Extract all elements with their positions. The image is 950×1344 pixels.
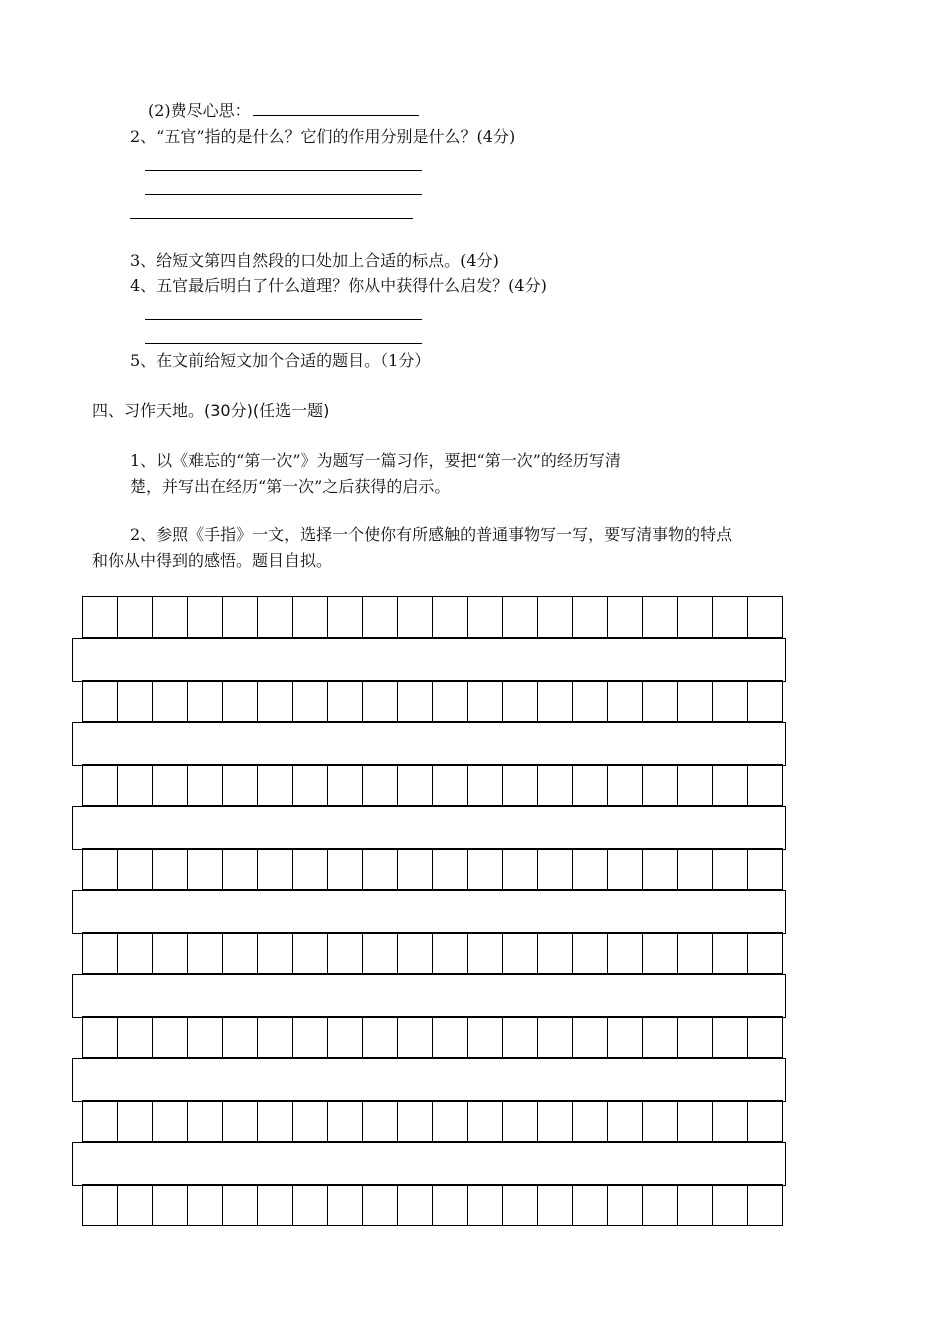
answer-blank[interactable]	[253, 101, 419, 116]
grid-cell[interactable]	[223, 933, 258, 973]
grid-cell[interactable]	[223, 765, 258, 805]
grid-cell[interactable]	[258, 1185, 293, 1225]
grid-cell[interactable]	[363, 765, 398, 805]
grid-cell[interactable]	[713, 1017, 748, 1057]
grid-cell[interactable]	[398, 765, 433, 805]
grid-cell[interactable]	[608, 849, 643, 889]
grid-cell[interactable]	[293, 597, 328, 637]
grid-cell[interactable]	[503, 1185, 538, 1225]
grid-cell[interactable]	[643, 1185, 678, 1225]
grid-cell[interactable]	[328, 849, 363, 889]
grid-cell[interactable]	[538, 1017, 573, 1057]
question-1-sub-2-label: (2)费尽心思：	[148, 101, 251, 120]
grid-cell[interactable]	[748, 849, 783, 889]
answer-blank-q2-3[interactable]	[130, 218, 413, 219]
grid-cell[interactable]	[643, 765, 678, 805]
grid-cell[interactable]	[678, 765, 713, 805]
grid-cell[interactable]	[118, 1017, 153, 1057]
grid-cell[interactable]	[538, 849, 573, 889]
grid-row	[82, 848, 783, 890]
grid-cell[interactable]	[573, 1017, 608, 1057]
answer-blank-q2-1[interactable]	[145, 170, 422, 171]
grid-cell[interactable]	[363, 1101, 398, 1141]
grid-cell[interactable]	[363, 933, 398, 973]
grid-cell[interactable]	[433, 933, 468, 973]
grid-cell[interactable]	[608, 1185, 643, 1225]
grid-cell[interactable]	[293, 849, 328, 889]
grid-cell[interactable]	[83, 849, 118, 889]
grid-cell[interactable]	[713, 597, 748, 637]
grid-cell[interactable]	[258, 849, 293, 889]
grid-cell[interactable]	[258, 597, 293, 637]
grid-cell[interactable]	[223, 1185, 258, 1225]
grid-cell[interactable]	[398, 933, 433, 973]
grid-cell[interactable]	[188, 597, 223, 637]
answer-blank-q4-1[interactable]	[145, 319, 422, 320]
grid-cell[interactable]	[713, 1101, 748, 1141]
grid-cell[interactable]	[83, 681, 118, 721]
grid-cell[interactable]	[398, 1017, 433, 1057]
grid-cell[interactable]	[118, 1185, 153, 1225]
grid-cell[interactable]	[293, 765, 328, 805]
grid-cell[interactable]	[468, 681, 503, 721]
grid-cell[interactable]	[713, 681, 748, 721]
grid-cell[interactable]	[678, 1101, 713, 1141]
grid-cell[interactable]	[153, 1101, 188, 1141]
grid-cell[interactable]	[468, 765, 503, 805]
grid-cell[interactable]	[293, 1185, 328, 1225]
grid-cell[interactable]	[118, 681, 153, 721]
grid-spacer-band	[72, 1058, 786, 1102]
grid-cell[interactable]	[678, 681, 713, 721]
answer-blank-q4-2[interactable]	[145, 343, 422, 344]
grid-cell[interactable]	[468, 849, 503, 889]
grid-cell[interactable]	[153, 765, 188, 805]
grid-cell[interactable]	[538, 681, 573, 721]
grid-cell[interactable]	[538, 1101, 573, 1141]
grid-cell[interactable]	[258, 681, 293, 721]
grid-cell[interactable]	[398, 849, 433, 889]
grid-cell[interactable]	[188, 1101, 223, 1141]
grid-cell[interactable]	[433, 849, 468, 889]
grid-cell[interactable]	[363, 1017, 398, 1057]
grid-cell[interactable]	[573, 1101, 608, 1141]
grid-cell[interactable]	[153, 597, 188, 637]
grid-row	[82, 1100, 783, 1142]
grid-cell[interactable]	[188, 1185, 223, 1225]
grid-cell[interactable]	[608, 933, 643, 973]
grid-cell[interactable]	[468, 597, 503, 637]
grid-cell[interactable]	[398, 1101, 433, 1141]
grid-cell[interactable]	[713, 1185, 748, 1225]
grid-cell[interactable]	[153, 933, 188, 973]
grid-row	[82, 764, 783, 806]
grid-cell[interactable]	[328, 1017, 363, 1057]
grid-cell[interactable]	[748, 933, 783, 973]
grid-cell[interactable]	[188, 933, 223, 973]
grid-cell[interactable]	[363, 597, 398, 637]
question-5: 5、在文前给短文加个合适的题目。（1分）	[130, 351, 431, 370]
grid-cell[interactable]	[293, 681, 328, 721]
grid-cell[interactable]	[503, 1017, 538, 1057]
grid-cell[interactable]	[293, 1101, 328, 1141]
grid-cell[interactable]	[678, 597, 713, 637]
grid-cell[interactable]	[433, 597, 468, 637]
grid-cell[interactable]	[573, 1185, 608, 1225]
grid-cell[interactable]	[188, 765, 223, 805]
grid-cell[interactable]	[713, 765, 748, 805]
grid-cell[interactable]	[608, 681, 643, 721]
grid-cell[interactable]	[468, 1101, 503, 1141]
grid-cell[interactable]	[538, 597, 573, 637]
prompt-2-line-1: 2、参照《手指》一文，选择一个使你有所感触的普通事物写一写，要写清事物的特点	[130, 525, 733, 544]
grid-cell[interactable]	[83, 597, 118, 637]
grid-cell[interactable]	[748, 1185, 783, 1225]
grid-cell[interactable]	[643, 933, 678, 973]
grid-spacer-band	[72, 1142, 786, 1186]
grid-cell[interactable]	[503, 1101, 538, 1141]
question-1-sub-2	[148, 100, 419, 122]
grid-row	[82, 596, 783, 638]
question-3: 3、给短文第四自然段的口处加上合适的标点。(4分)	[130, 251, 499, 270]
grid-cell[interactable]	[153, 1017, 188, 1057]
grid-cell[interactable]	[118, 597, 153, 637]
grid-spacer-band	[72, 890, 786, 934]
grid-cell[interactable]	[678, 1185, 713, 1225]
grid-cell[interactable]	[643, 1101, 678, 1141]
grid-cell[interactable]	[468, 1185, 503, 1225]
grid-cell[interactable]	[713, 933, 748, 973]
grid-cell[interactable]	[118, 1101, 153, 1141]
grid-spacer-band	[72, 638, 786, 682]
grid-cell[interactable]	[118, 765, 153, 805]
grid-cell[interactable]	[748, 597, 783, 637]
grid-cell[interactable]	[468, 933, 503, 973]
grid-cell[interactable]	[433, 681, 468, 721]
grid-cell[interactable]	[433, 765, 468, 805]
grid-spacer-band	[72, 722, 786, 766]
grid-cell[interactable]	[83, 1017, 118, 1057]
grid-cell[interactable]	[503, 681, 538, 721]
grid-cell[interactable]	[573, 849, 608, 889]
grid-cell[interactable]	[258, 1101, 293, 1141]
answer-blank-q2-2[interactable]	[145, 194, 422, 195]
grid-cell[interactable]	[258, 1017, 293, 1057]
grid-cell[interactable]	[608, 1017, 643, 1057]
grid-cell[interactable]	[468, 1017, 503, 1057]
grid-cell[interactable]	[608, 1101, 643, 1141]
grid-cell[interactable]	[433, 1017, 468, 1057]
grid-cell[interactable]	[258, 933, 293, 973]
grid-row	[82, 1184, 783, 1226]
grid-cell[interactable]	[748, 765, 783, 805]
grid-row	[82, 1016, 783, 1058]
grid-cell[interactable]	[328, 597, 363, 637]
grid-cell[interactable]	[293, 1017, 328, 1057]
grid-cell[interactable]	[573, 933, 608, 973]
grid-cell[interactable]	[188, 681, 223, 721]
question-2: 2、“五官”指的是什么？它们的作用分别是什么？(4分)	[130, 127, 516, 146]
grid-cell[interactable]	[538, 933, 573, 973]
grid-cell[interactable]	[223, 597, 258, 637]
grid-cell[interactable]	[643, 597, 678, 637]
grid-cell[interactable]	[293, 933, 328, 973]
grid-cell[interactable]	[398, 681, 433, 721]
grid-cell[interactable]	[573, 681, 608, 721]
grid-cell[interactable]	[643, 849, 678, 889]
grid-cell[interactable]	[748, 1101, 783, 1141]
grid-cell[interactable]	[188, 849, 223, 889]
grid-cell[interactable]	[643, 681, 678, 721]
grid-cell[interactable]	[398, 597, 433, 637]
grid-row	[82, 680, 783, 722]
grid-cell[interactable]	[83, 1185, 118, 1225]
grid-cell[interactable]	[363, 681, 398, 721]
grid-row	[82, 932, 783, 974]
grid-cell[interactable]	[83, 1101, 118, 1141]
grid-cell[interactable]	[748, 1017, 783, 1057]
grid-cell[interactable]	[608, 597, 643, 637]
grid-cell[interactable]	[503, 849, 538, 889]
grid-cell[interactable]	[503, 765, 538, 805]
grid-cell[interactable]	[713, 849, 748, 889]
grid-cell[interactable]	[258, 765, 293, 805]
grid-cell[interactable]	[503, 597, 538, 637]
grid-cell[interactable]	[433, 1101, 468, 1141]
grid-cell[interactable]	[573, 765, 608, 805]
grid-cell[interactable]	[433, 1185, 468, 1225]
prompt-2-line-2: 和你从中得到的感悟。题目自拟。	[92, 551, 333, 570]
grid-cell[interactable]	[223, 1017, 258, 1057]
grid-cell[interactable]	[503, 933, 538, 973]
prompt-1-line-2: 楚，并写出在经历“第一次”之后获得的启示。	[130, 477, 451, 496]
grid-cell[interactable]	[678, 1017, 713, 1057]
grid-cell[interactable]	[678, 933, 713, 973]
grid-cell[interactable]	[363, 849, 398, 889]
grid-cell[interactable]	[83, 765, 118, 805]
grid-cell[interactable]	[398, 1185, 433, 1225]
grid-cell[interactable]	[328, 681, 363, 721]
grid-spacer-band	[72, 806, 786, 850]
grid-cell[interactable]	[748, 681, 783, 721]
grid-cell[interactable]	[83, 933, 118, 973]
grid-cell[interactable]	[538, 765, 573, 805]
grid-cell[interactable]	[153, 1185, 188, 1225]
grid-cell[interactable]	[328, 933, 363, 973]
grid-cell[interactable]	[153, 849, 188, 889]
grid-cell[interactable]	[223, 849, 258, 889]
grid-cell[interactable]	[538, 1185, 573, 1225]
grid-cell[interactable]	[608, 765, 643, 805]
question-4: 4、五官最后明白了什么道理？你从中获得什么启发？(4分)	[130, 276, 547, 295]
grid-cell[interactable]	[678, 849, 713, 889]
grid-cell[interactable]	[223, 1101, 258, 1141]
grid-cell[interactable]	[118, 933, 153, 973]
grid-spacer-band	[72, 974, 786, 1018]
grid-cell[interactable]	[118, 849, 153, 889]
grid-cell[interactable]	[223, 681, 258, 721]
grid-cell[interactable]	[153, 681, 188, 721]
grid-cell[interactable]	[188, 1017, 223, 1057]
grid-cell[interactable]	[363, 1185, 398, 1225]
section-4-title: 四、习作天地。(30分)(任选一题)	[92, 401, 330, 420]
grid-cell[interactable]	[328, 1185, 363, 1225]
grid-cell[interactable]	[328, 765, 363, 805]
grid-cell[interactable]	[573, 597, 608, 637]
grid-cell[interactable]	[328, 1101, 363, 1141]
prompt-1-line-1: 1、以《难忘的“第一次”》为题写一篇习作，要把“第一次”的经历写清	[130, 451, 621, 470]
grid-cell[interactable]	[643, 1017, 678, 1057]
